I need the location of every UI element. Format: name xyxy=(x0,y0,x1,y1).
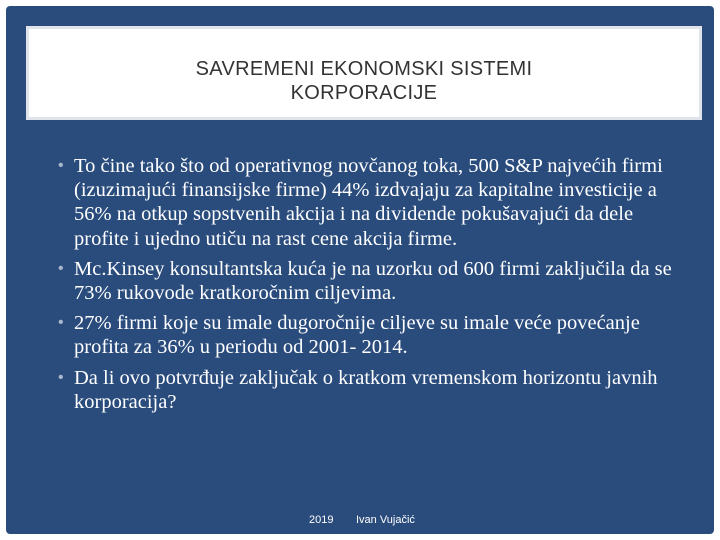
slide-title xyxy=(29,57,699,105)
title-box xyxy=(26,26,702,120)
bullet-icon: • xyxy=(58,157,64,174)
bullet-text: Da li ovo potvrđuje zaključak o kratkom vremenskom horizontu javnih korporacija? xyxy=(74,366,658,413)
bullet-item xyxy=(54,154,690,251)
bullet-icon: • xyxy=(58,314,64,332)
title-line-1: SAVREMENI EKONOMSKI SISTEMI xyxy=(195,58,533,80)
bullet-item xyxy=(54,366,690,414)
bullet-text: To čine tako što od operativnog novčanog toka, 500 S&P najvećih firmi (izuzimajući finansijske firme) 44% izdvajaju za kapitalne investicije a 56% na otkup sopstvenih akcija i na dividende pokušavajući da dele profite i ujedno utiču na rast cene akcija firme. xyxy=(74,155,663,250)
bullet-text: Mc.Kinsey konsultantska kuća je na uzorku od 600 firmi zaključila da se 73% rukovode kratkoročnim ciljevima. xyxy=(74,257,672,305)
title-line-2: KORPORACIJE xyxy=(290,82,438,104)
bullet-icon: • xyxy=(58,368,64,386)
bullet-item xyxy=(54,257,690,305)
slide-frame xyxy=(6,6,714,534)
footer-author: Ivan Vujačić xyxy=(356,514,415,526)
bullet-item xyxy=(54,311,690,359)
footer-year: 2019 xyxy=(309,514,334,526)
bullet-text: 27% firmi koje su imale dugoročnije ciljeve su imale veće povećanje profita za 36% u periodu od 2001- 2014. xyxy=(74,312,640,359)
bullet-list xyxy=(54,154,690,420)
bullet-icon: • xyxy=(58,259,64,277)
